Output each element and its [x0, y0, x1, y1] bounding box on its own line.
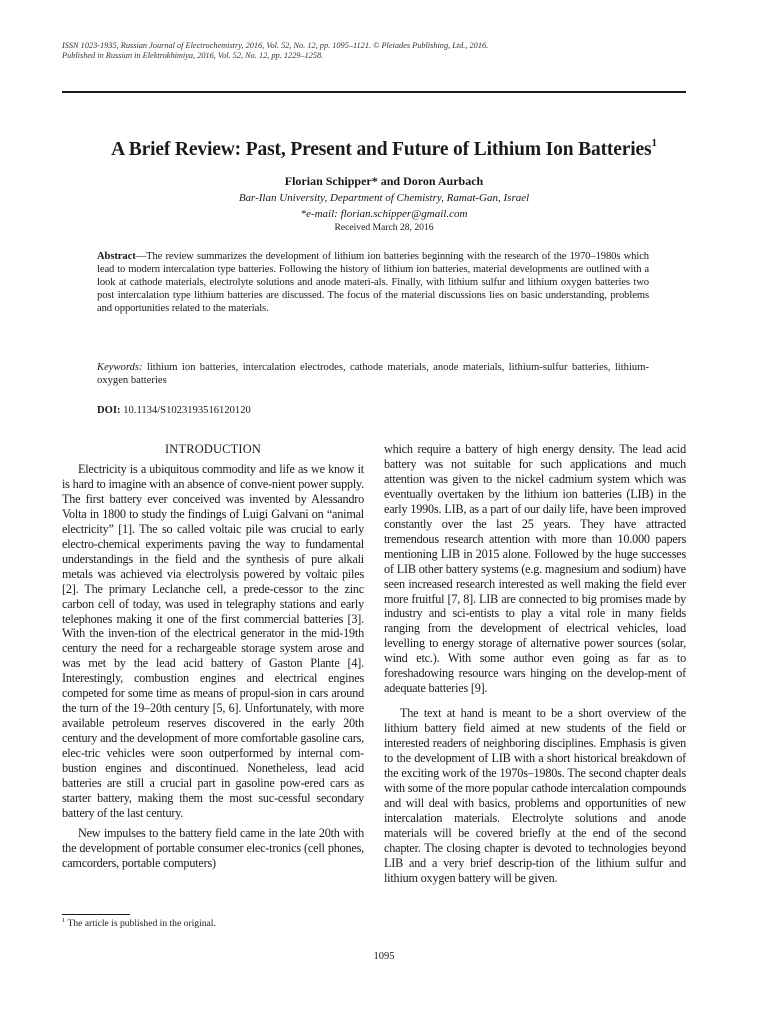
- section-heading-introduction: INTRODUCTION: [164, 442, 261, 456]
- keywords: [97, 361, 649, 387]
- abstract: [97, 250, 649, 315]
- journal-header-line-1: ISSN 1023-1935, Russian Journal of Electrochemistry, 2016, Vol. 52, No. 12, pp. 1095–1121. © Pleiades Publishing, Ltd., 2016.: [62, 41, 489, 50]
- intro-paragraph-3: The text at hand is meant to be a short overview of the lithium battery field aimed at new students of the field or interested readers of neighboring disciplines. Emphasis is given to the development of LIB with a short historical breakdown of the exciting work of the 1970s–1980s. The second chapter deals with some of the more popular cathode intercalation compounds and will deal with basics, problems and opportunities of new intercalation materials. Electrolyte solutions and anode materials will be covered briefly at the end of the second chapter. The closing chapter is devoted to technologies beyond LIB and a very brief descrip-tion of the lithium sulfur and lithium oxygen battery will be given.: [384, 706, 686, 885]
- footnote-text: The article is published in the original.: [65, 918, 216, 929]
- header-rule: [62, 91, 686, 93]
- contact-email: *e-mail: florian.schipper@gmail.com: [300, 208, 468, 220]
- journal-header-line-2: Published in Russian in Elektrokhimiya, 2016, Vol. 52, No. 12, pp. 1229–1258.: [62, 51, 324, 60]
- affiliation: Bar-Ilan University, Department of Chemistry, Ramat-Gan, Israel: [238, 192, 530, 204]
- left-column: [62, 442, 364, 871]
- page-number: 1095: [373, 951, 395, 962]
- journal-header: [62, 41, 702, 61]
- intro-paragraph-2-continued: which require a battery of high energy density. The lead acid battery was not suitable for such applications and much attention was given to the nickel cadmium system which was eventually overtaken by the lithium ion batteries (LIB) in the early 1990s. LIB, as a part of our daily life, have been improved constantly over the last 25 years. They have attracted tremendous research attention with more than 10.000 papers mentioning LIB in 2015 alone. Followed by the huge successes of LIB other battery systems (e.g. magnesium and sodium) have seen increased research interested as well making the field ever more fruitful [7, 8]. LIB are connected to big promises made by industry and sci-entists to play a vital role in many fields ranging from the development of electrical vehicles, load levelling to energy storage of alternative power sources (solar, wind etc.). With some author even going as far as to foreshadowing resource wars hinging on the develop-ment of adequate batteries [9].: [384, 442, 686, 696]
- authors: Florian Schipper* and Doron Aurbach: [284, 174, 484, 188]
- keywords-label: Keywords:: [97, 362, 143, 373]
- intro-paragraph-1: Electricity is a ubiquitous commodity and life as we know it is hard to imagine with an absence of conve-nient power supply. The first battery ever conceived was invented by Alessandro Volta in 1800 to study the findings of Luigi Galvani on “animal electricity” [1]. The so called voltaic pile was crucial to early electro-chemical experiments paving the way to fundamental understandings in the field and the synthesis of pure alkali metals was achieved via electrolysis powered by voltaic piles [2]. The primary Leclanche cell, a prede-cessor to the zinc carbon cell of today, was used in telegraphy stations and early telephones making it one of the first commercial batteries [3]. With the inven-tion of the electrical generator in the mid-19th century the need for a rechargeable storage system arose and was met by the lead acid battery of Gaston Plante [4]. Interestingly, combustion engines and electrical engines competed for some time as means of propul-sion in cars around the turn of the 19–20th century [5, 6]. Unfortunately, with more available petroleum reserves discovered in the early 20th century and the development of more comfortable gasoline cars, elec-tric vehicles were soon outperformed by internal com-bustion engines and discontinued. Nonetheless, lead acid batteries are still a crucial part in gasoline pow-ered cars as starter battery, making them the most suc-cessful secondary battery of the last century.: [62, 462, 364, 820]
- footnote-rule: [62, 914, 130, 915]
- footnote-mark: 1: [62, 917, 66, 924]
- doi-label: DOI:: [97, 405, 121, 416]
- article-title: [0, 138, 768, 162]
- abstract-label: Abstract: [97, 251, 136, 262]
- intro-paragraph-2: New impulses to the battery field came in the late 20th with the development of portable consumer elec-tronics (cell phones, camcorders, portable computers): [62, 825, 364, 870]
- article-title-text: A Brief Review: Past, Present and Future of Lithium Ion Batteries: [111, 139, 652, 160]
- right-column: [384, 442, 686, 886]
- footnote: [62, 918, 364, 930]
- doi: [97, 404, 649, 417]
- abstract-text: —The review summarizes the development of lithium ion batteries beginning with the research of the 1970–1980s which lead to modern intercalation type batteries. Following the history of lithium ion batteries, material developments are outlined with a look at cathode materials, electrolyte solutions and anode materi-als. Finally, with lithium sulfur and lithium oxygen batteries two post intercalation type lithium batteries are discussed. The focus of the material discussions lies on basic understanding, problems and opportunities related to the materials.: [97, 251, 649, 314]
- received-date: Received March 28, 2016: [334, 222, 434, 233]
- title-footnote-mark: 1: [651, 137, 657, 149]
- keywords-text: lithium ion batteries, intercalation electrodes, cathode materials, anode materials, lithium-sulfur batteries, lithium-oxygen batteries: [97, 362, 649, 386]
- doi-value: 10.1134/S1023193516120120: [120, 405, 251, 416]
